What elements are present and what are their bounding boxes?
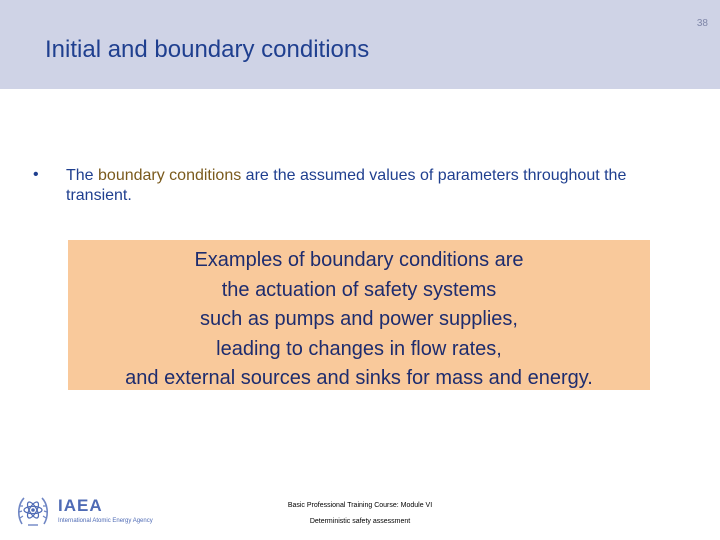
iaea-emblem-icon — [16, 494, 50, 528]
callout-line: the actuation of safety systems — [221, 278, 497, 301]
bullet-text — [66, 166, 666, 206]
logo-subtitle: International Atomic Energy Agency — [58, 518, 153, 524]
slide-number: 38 — [696, 18, 708, 29]
bullet-emphasis: boundary conditions — [98, 167, 242, 184]
callout-box — [68, 240, 650, 390]
bullet-text-before: The — [66, 167, 99, 184]
callout-line: such as pumps and power supplies, — [200, 308, 518, 330]
bullet-text-after: are the assumed values of parameters throughout the transient. — [66, 167, 627, 204]
slide-title: Initial and boundary conditions — [45, 36, 370, 63]
footer-course: Basic Professional Training Course: Module VI — [287, 502, 433, 509]
footer-topic: Deterministic safety assessment — [309, 518, 411, 525]
logo-wordmark: IAEA — [58, 496, 103, 515]
callout-line: leading to changes in flow rates, — [216, 337, 502, 360]
callout-line: and external sources and sinks for mass and energy. — [125, 367, 593, 389]
bullet-marker: • — [33, 166, 39, 183]
callout-text — [68, 246, 650, 394]
callout-line: Examples of boundary conditions are — [194, 249, 524, 271]
iaea-logo — [16, 494, 166, 530]
